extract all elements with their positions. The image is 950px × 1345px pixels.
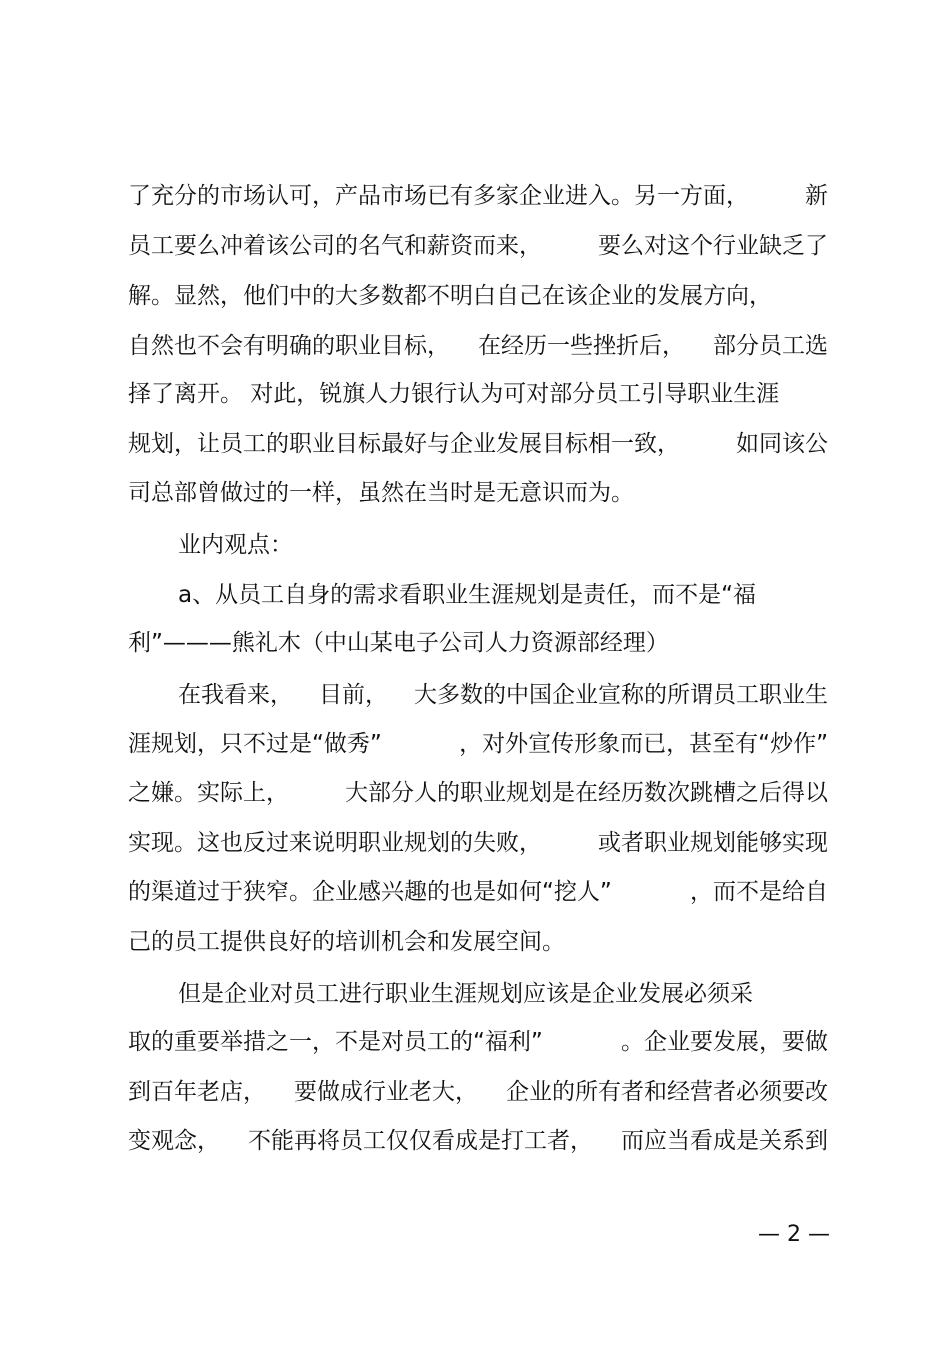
text-segment: 大部分人的职业规划是在经历数次跳槽之后得以 (345, 780, 828, 806)
text-segment: 择了离开。 对此，锐旗人力银行认为可对部分员工引导职业生涯 (128, 381, 780, 407)
text-segment: 之嫌。实际上， (128, 780, 289, 806)
text-segment: 了充分的市场认可，产品市场已有多家企业进入。另一方面， (128, 183, 749, 209)
text-line (128, 330, 828, 362)
text-segment: 到百年老店， (128, 1079, 266, 1105)
text-segment: 不能再将员工仅仅看成是打工者， (248, 1128, 593, 1154)
text-line (128, 280, 828, 312)
text-segment: 要做成行业老大， (294, 1079, 478, 1105)
text-segment: 己的员工提供良好的培训机会和发展空间。 (128, 929, 565, 955)
text-segment: 的渠道过于狭窄。企业感兴趣的也是如何“挖人” (128, 879, 612, 905)
text-segment: 在我看来， (178, 682, 293, 708)
text-line (128, 1076, 828, 1108)
text-segment: ，而不是给自 (690, 879, 828, 905)
text-segment: 在经历一些挫折后， (478, 333, 685, 359)
text-segment: 利”———熊礼木（中山某电子公司人力资源部经理） (128, 630, 669, 656)
text-segment: 。企业要发展，要做 (621, 1029, 828, 1055)
text-line (128, 1125, 828, 1157)
text-segment: 而应当看成是关系到 (621, 1128, 828, 1154)
text-segment: 企业的所有者和经营者必须要改 (506, 1079, 828, 1105)
text-segment: 业内观点： (178, 532, 293, 558)
text-line (178, 579, 828, 611)
text-segment: 但是企业对员工进行职业生涯规划应该是企业发展必须采 (178, 981, 753, 1007)
text-line (128, 777, 828, 809)
section-heading (178, 529, 828, 561)
text-line (128, 876, 828, 908)
page-number: — 2 — (758, 1222, 830, 1247)
text-segment: 自然也不会有明确的职业目标， (128, 333, 450, 359)
text-segment: 要么对这个行业缺乏了 (598, 233, 828, 259)
text-segment: 如同该公 (736, 431, 828, 457)
text-line (128, 926, 828, 958)
text-segment: 变观念， (128, 1128, 220, 1154)
text-line (178, 978, 828, 1010)
text-line (128, 1026, 828, 1058)
text-segment: a、从员工自身的需求看职业生涯规划是责任，而不是“福 (178, 582, 757, 608)
text-segment: 目前， (319, 682, 388, 708)
text-segment: 取的重要举措之一，不是对员工的“福利” (128, 1029, 543, 1055)
text-line (128, 728, 828, 760)
text-line (128, 230, 828, 262)
text-line (128, 378, 828, 410)
text-line (128, 428, 828, 460)
text-segment: 或者职业规划能够实现 (598, 830, 828, 856)
text-line (128, 627, 828, 659)
text-segment: 规划，让员工的职业目标最好与企业发展目标相一致， (128, 431, 680, 457)
text-segment: 新 (805, 183, 828, 209)
text-segment: 大多数的中国企业宣称的所谓员工职业生 (414, 682, 828, 708)
text-segment: 涯规划，只不过是“做秀” (128, 731, 382, 757)
text-segment: 部分员工选 (713, 333, 828, 359)
text-line (128, 827, 828, 859)
text-line (178, 679, 828, 711)
text-segment: 司总部曾做过的一样，虽然在当时是无意识而为。 (128, 480, 634, 506)
text-segment: ，对外宣传形象而已，甚至有“炒作” (459, 731, 828, 757)
text-segment: 实现。这也反过来说明职业规划的失败， (128, 830, 542, 856)
text-line (128, 180, 828, 212)
text-segment: 员工要么冲着该公司的名气和薪资而来， (128, 233, 542, 259)
text-segment: 解。显然，他们中的大多数都不明白自己在该企业的发展方向， (128, 283, 772, 309)
text-line (128, 477, 828, 509)
